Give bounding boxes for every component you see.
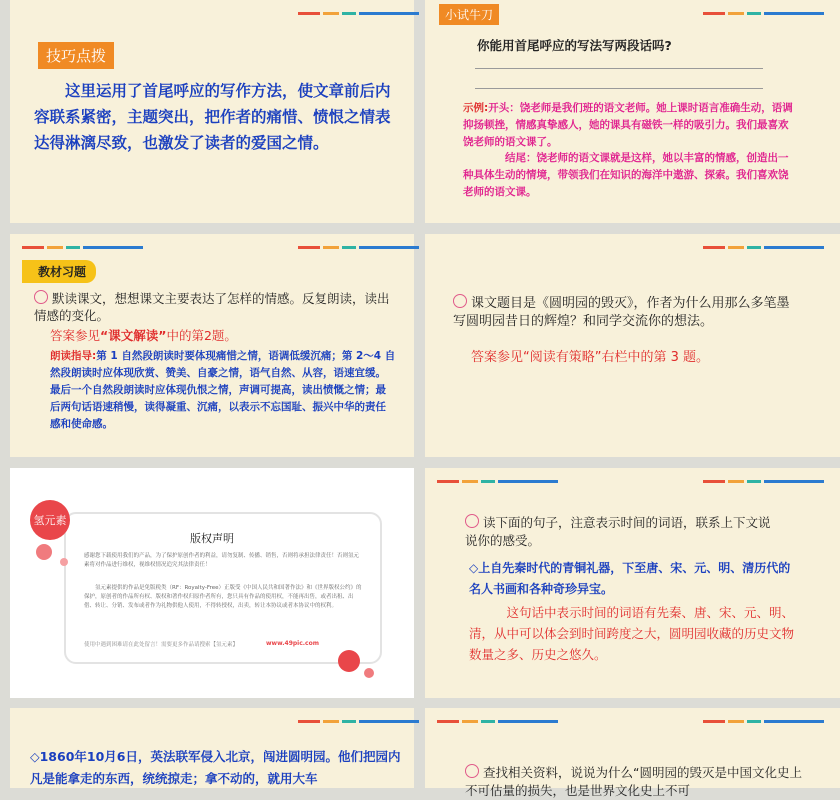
- color-bar-decoration: [703, 720, 824, 723]
- copyright-paragraph: 氢元素提供的作品是免版税类（RF：Royalty-Free）正版受《中国人民共和国著作法》和《世界版权公约》的保护，原创者的作品所有权、版权和著作权归原作者所有，您只具有作品的使用权，不能再出售，或者出租、出借、转让、分销、发布或者作为礼物供他人使用，不得转授权，出卖，转让本协议或者本协议中的权利。: [84, 585, 362, 609]
- research-question: 查找相关资料，说说为什么“圆明园的毁灭是中国文化史上不可估量的损失，也是世界文化史上不可: [465, 765, 802, 798]
- slide-practice: [425, 0, 840, 223]
- red-circle-decoration: [364, 668, 374, 678]
- exercise-answer: 答案参见“课文解读”中的第2题。: [50, 328, 237, 343]
- slide-technique: [10, 0, 414, 223]
- time-quote: ◇上自先秦时代的青铜礼器，下至唐、宋、元、明、清历代的名人书画和各种奇珍异宝。: [469, 561, 791, 596]
- slide-history: [10, 708, 414, 788]
- answer-line: [475, 68, 763, 69]
- example-label: 示例:: [463, 102, 489, 114]
- title-question: 课文题目是《圆明园的毁灭》，作者为什么用那么多笔墨写圆明园昔日的辉煌？和同学交流你的想法。: [453, 296, 790, 329]
- slide-copyright: [10, 468, 414, 698]
- list-bullet-icon: [34, 290, 48, 304]
- section-tag: 小试牛刀: [439, 4, 499, 25]
- red-circle-decoration: [36, 544, 52, 560]
- badge-circle: 氢元素: [30, 500, 70, 540]
- color-bar-decoration: [437, 480, 558, 483]
- technique-body: 这里运用了首尾呼应的写作方法，使文章前后内容联系紧密，主题突出，把作者的痛惜、愤恨之情表达得淋漓尽致，也激发了读者的爱国之情。: [34, 82, 391, 152]
- color-bar-decoration: [298, 246, 419, 249]
- color-bar-decoration: [298, 720, 419, 723]
- color-bar-decoration: [22, 246, 143, 249]
- slide-time-words: [425, 468, 840, 698]
- guide-label: 朗读指导:: [50, 350, 97, 362]
- slide-question-title: [425, 234, 840, 457]
- history-text: ◇1860年10月6日，英法联军侵入北京，闯进圆明园。他们把园内凡是能拿走的东西，统统掠走；拿不动的，就用大车: [30, 749, 401, 786]
- red-circle-decoration: [60, 558, 68, 566]
- example-start: 示例:开头：饶老师是我们班的语文老师。她上课时语言准确生动，语调抑扬顿挫，情感真挚感人，她的课具有磁铁一样的吸引力。我们最喜欢饶老师的语文课了。: [463, 102, 793, 148]
- copyright-url[interactable]: www.49pic.com: [266, 640, 319, 647]
- copyright-title: 版权声明: [190, 532, 234, 545]
- red-circle-decoration: [338, 650, 360, 672]
- exercise-question: 默读课文，想想课文主要表达了怎样的情感。反复朗读，读出情感的变化。: [34, 291, 390, 323]
- section-tag: 教材习题: [22, 260, 96, 283]
- practice-question: 你能用首尾呼应的写法写两段话吗?: [477, 38, 672, 53]
- time-question: 读下面的句子，注意表示时间的词语，联系上下文说说你的感受。: [465, 515, 771, 548]
- answer-line: [475, 88, 763, 89]
- color-bar-decoration: [298, 12, 419, 15]
- time-answer: 这句话中表示时间的词语有先秦、唐、宋、元、明、清，从中可以体会到时间跨度之大，圆明园收藏的历史文物数量之多、历史之悠久。: [469, 605, 795, 662]
- color-bar-decoration: [437, 720, 558, 723]
- color-bar-decoration: [703, 12, 824, 15]
- slide-research: [425, 708, 840, 798]
- color-bar-decoration: [703, 246, 824, 249]
- list-bullet-icon: [465, 764, 479, 778]
- copyright-footer: 使用中遇到困难请在此处留言！需要更多作品请搜索【氢元素】: [84, 642, 239, 648]
- title-answer: 答案参见“阅读有策略”右栏中的第 3 题。: [471, 350, 710, 365]
- section-tag: 技巧点拨: [38, 42, 114, 69]
- copyright-paragraph: 感谢您下载使用我们的产品，为了保护原创作者的利益，请勿复制、传播、销售，否则将承担法律责任！否则氢元素将对作品进行维权，视维权情况追究其法律责任！: [84, 553, 360, 568]
- list-bullet-icon: [453, 294, 467, 308]
- list-bullet-icon: [465, 514, 479, 528]
- slide-exercise: [10, 234, 414, 457]
- color-bar-decoration: [703, 480, 824, 483]
- example-end: 结尾：饶老师的语文课就是这样，她以丰富的情感，创造出一种具体生动的情境，带领我们在知识的海洋中遨游、探索。我们喜欢饶老师的语文课。: [463, 152, 789, 198]
- reading-guide: 朗读指导:第 1 自然段朗读时要体现痛惜之情，语调低缓沉痛；第 2～4 自然段朗读时应体现欣赏、赞美、自豪之情，语气自然、从容，语速宜缓。最后一个自然段朗读时应体现仇恨之情，声调可提高，读出愤慨之情；最后两句话语速稍慢，读得凝重、沉痛，以表示不忘国耻、振兴中华的责任感和使命感。: [50, 350, 396, 430]
